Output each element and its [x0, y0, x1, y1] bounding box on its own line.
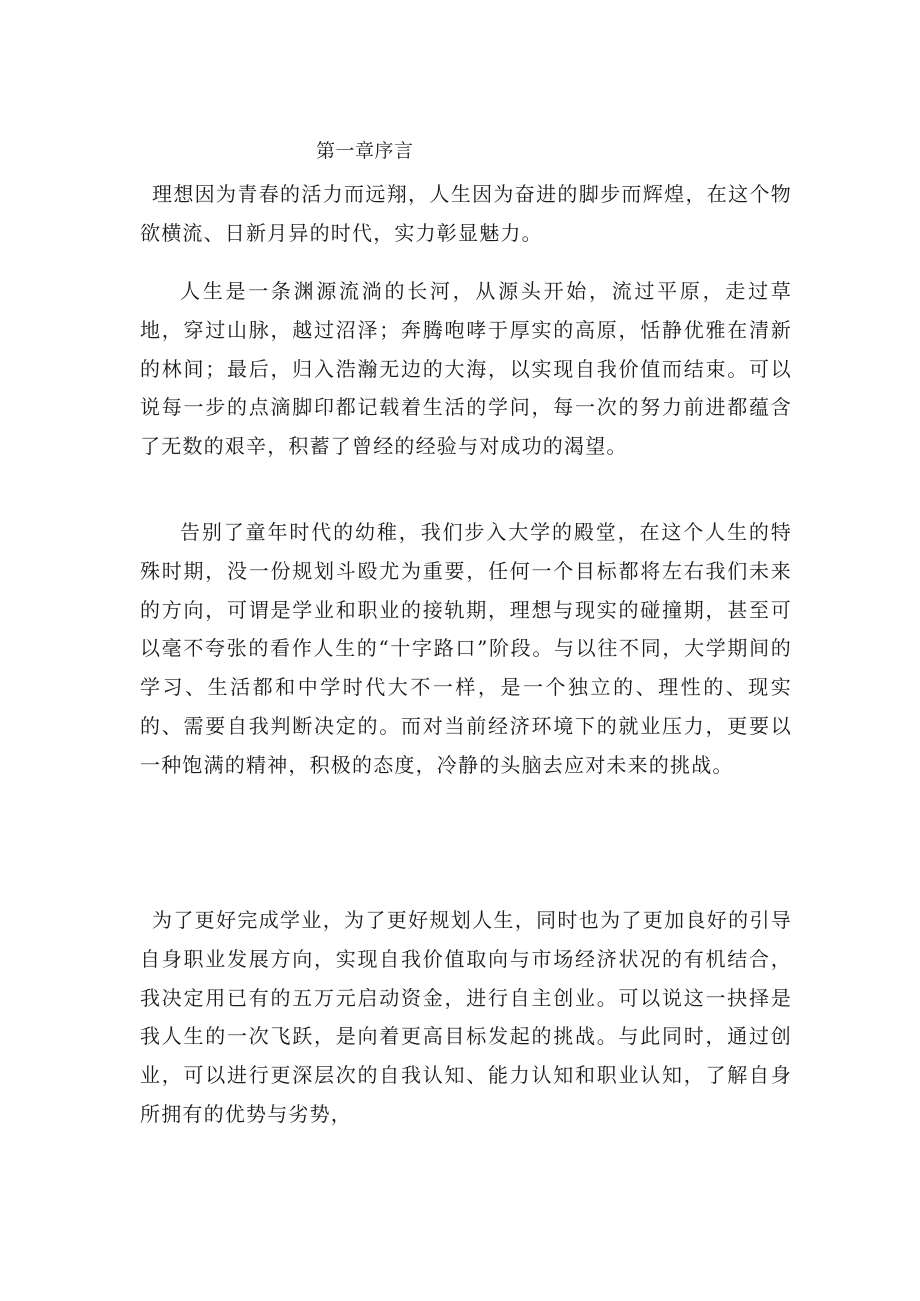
paragraph-2: 人生是一条渊源流淌的长河，从源头开始，流过平原，走过草地，穿过山脉，越过沼泽；奔腾咆哮于厚实的高原，恬静优雅在清新的林间；最后，归入浩瀚无边的大海，以实现自我价值而结束。可以说每一步的点滴脚印都记载着生活的学问，每一次的努力前进都蕴含了无数的艰辛，积蓄了曾经的经验与对成功的渴望。: [140, 279, 792, 459]
paragraph-1: 理想因为青春的活力而远翔，人生因为奋进的脚步而辉煌，在这个物欲横流、日新月异的时代，实力彰显魅力。: [140, 182, 792, 245]
chapter-title: 第一章序言: [316, 140, 414, 162]
paragraph-3: 告别了童年时代的幼稚，我们步入大学的殿堂，在这个人生的特殊时期，没一份规划斗殴尤为重要，任何一个目标都将左右我们未来的方向，可谓是学业和职业的接轨期，理想与现实的碰撞期，甚至可以毫不夸张的看作人生的“十字路口”阶段。与以往不同，大学期间的学习、生活都和中学时代大不一样，是一个独立的、理性的、现实的、需要自我判断决定的。而对当前经济环境下的就业压力，更要以一种饱满的精神，积极的态度，冷静的头脑去应对未来的挑战。: [140, 520, 792, 777]
paragraph-4: 为了更好完成学业，为了更好规划人生，同时也为了更加良好的引导自身职业发展方向，实现自我价值取向与市场经济状况的有机结合，我决定用已有的五万元启动资金，进行自主创业。可以说这一抉择是我人生的一次飞跃，是向着更高目标发起的挑战。与此同时，通过创业，可以进行更深层次的自我认知、能力认知和职业认知，了解自身所拥有的优势与劣势，: [140, 908, 792, 1126]
